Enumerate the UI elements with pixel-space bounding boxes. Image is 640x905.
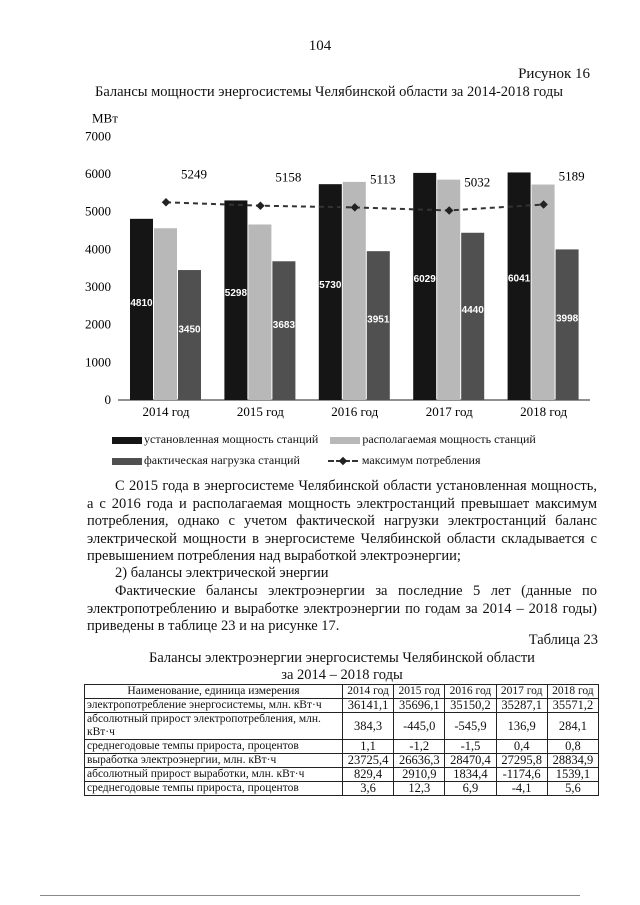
cell: 1,1 [343, 740, 394, 754]
bar-value-label: 4810 [130, 297, 153, 309]
row-name: абсолютный прирост выработки, млн. кВт·ч [85, 768, 343, 782]
cell: -1,5 [445, 740, 496, 754]
y-tick-label: 5000 [85, 203, 111, 219]
cell: 1834,4 [445, 768, 496, 782]
x-tick-label: 2016 год [331, 404, 379, 419]
max-consumption-label: 5189 [558, 168, 585, 184]
bar-1 [532, 185, 555, 400]
cell: 284,1 [547, 713, 598, 740]
cell: 3,6 [343, 782, 394, 796]
paragraph-capacity: С 2015 года в энергосистеме Челябинской области установленная мощность, а с 2016 года и располагаемая мощность электростанций превышает максимум потребления, однако с учетом фактической нагрузки электростанций баланс электрической мощности в энергосистеме Челябинской области складывается с превышением потребления над выработкой электроэнергии; [87, 478, 597, 564]
cell: 0,4 [496, 740, 547, 754]
cell: 136,9 [496, 713, 547, 740]
paragraph-energy: Фактические балансы электроэнергии за последние 5 лет (данные по электропотреблению и выработке электроэнергии по годам за 2014 – 2018 годы) приведены в таблице 23 и на рисунке 17. [87, 583, 597, 634]
cell: 35287,1 [496, 699, 547, 713]
col-header-2017: 2017 год [496, 685, 547, 699]
cell: 26636,3 [394, 754, 445, 768]
cell: 28834,9 [547, 754, 598, 768]
table-header-row [85, 685, 599, 699]
max-consumption-point [162, 198, 170, 206]
table-row [85, 782, 599, 796]
x-tick-label: 2017 год [425, 404, 473, 419]
legend-max-consumption: максимум потребления [328, 453, 481, 467]
cell: 6,9 [445, 782, 496, 796]
cell: 829,4 [343, 768, 394, 782]
max-consumption-label: 5032 [464, 174, 491, 190]
bar-0 [413, 173, 436, 400]
x-tick-label: 2015 год [236, 404, 284, 419]
bar-value-label: 5730 [319, 279, 342, 291]
bar-value-label: 6041 [507, 273, 531, 285]
y-tick-label: 6000 [85, 166, 111, 181]
cell: 28470,4 [445, 754, 496, 768]
bar-0 [319, 184, 342, 400]
legend-available: располагаемая мощность станций [330, 432, 536, 446]
col-header-name: Наименование, единица измерения [85, 685, 343, 699]
row-name: среднегодовые темпы прироста, процентов [85, 740, 343, 754]
cell: 384,3 [343, 713, 394, 740]
cell: 0,8 [547, 740, 598, 754]
cell: 35150,2 [445, 699, 496, 713]
max-consumption-label: 5158 [275, 169, 302, 185]
bar-value-label: 3998 [555, 313, 579, 325]
bar-0 [224, 200, 247, 400]
legend-actual-load: фактическая нагрузка станций [112, 453, 300, 467]
cell: 27295,8 [496, 754, 547, 768]
x-tick-label: 2014 год [142, 404, 190, 419]
cell: -445,0 [394, 713, 445, 740]
col-header-2018: 2018 год [547, 685, 598, 699]
x-tick-label: 2018 год [520, 404, 568, 419]
energy-balance-table [84, 684, 599, 796]
col-header-2016: 2016 год [445, 685, 496, 699]
row-name: электропотребление энергосистемы, млн. кВт·ч [85, 699, 343, 713]
table-row [85, 740, 599, 754]
cell: 36141,1 [343, 699, 394, 713]
cell: -1174,6 [496, 768, 547, 782]
max-consumption-point [256, 201, 264, 209]
row-name: среднегодовые темпы прироста, процентов [85, 782, 343, 796]
cell: 35571,2 [547, 699, 598, 713]
legend-installed: установленная мощность станций [112, 432, 318, 446]
y-axis-label: МВт [92, 110, 118, 126]
max-consumption-label: 5113 [370, 171, 396, 187]
col-header-2015: 2015 год [394, 685, 445, 699]
cell: 2910,9 [394, 768, 445, 782]
y-tick-label: 4000 [85, 241, 111, 257]
table-row [85, 699, 599, 713]
bar-value-label: 6029 [413, 273, 436, 285]
figure-title: Балансы мощности энергосистемы Челябинской области за 2014-2018 годы [95, 84, 563, 100]
bar-value-label: 3683 [272, 319, 296, 331]
cell: 23725,4 [343, 754, 394, 768]
legend-row-1 [112, 432, 536, 446]
legend-row-2 [112, 453, 481, 467]
bar-value-label: 5298 [224, 288, 248, 300]
bar-0 [130, 219, 153, 400]
y-tick-label: 2000 [85, 316, 111, 332]
y-tick-label: 1000 [85, 354, 111, 370]
bar-1 [343, 182, 366, 400]
bar-2 [556, 249, 579, 400]
bar-2 [461, 233, 484, 400]
table-row [85, 713, 599, 740]
y-tick-label: 0 [104, 392, 111, 407]
table-row [85, 754, 599, 768]
table-title: Балансы электроэнергии энергосистемы Челябинской области за 2014 – 2018 годы [149, 650, 535, 683]
bar-value-label: 4440 [461, 305, 484, 317]
table-label: Таблица 23 [528, 632, 598, 648]
row-name: абсолютный прирост электропотребления, млн. кВт·ч [85, 713, 343, 740]
bottom-rule [40, 895, 580, 896]
cell: -4,1 [496, 782, 547, 796]
figure-label: Рисунок 16 [518, 66, 590, 82]
cell: 1539,1 [547, 768, 598, 782]
cell: -1,2 [394, 740, 445, 754]
row-name: выработка электроэнергии, млн. кВт·ч [85, 754, 343, 768]
table-row [85, 768, 599, 782]
cell: 35696,1 [394, 699, 445, 713]
bar-1 [248, 224, 271, 400]
paragraph-heading: 2) балансы электрической энергии [115, 565, 329, 581]
cell: 12,3 [394, 782, 445, 796]
max-consumption-label: 5249 [181, 166, 207, 182]
cell: -545,9 [445, 713, 496, 740]
col-header-2014: 2014 год [343, 685, 394, 699]
cell: 5,6 [547, 782, 598, 796]
bar-value-label: 3450 [178, 324, 201, 336]
power-balance-chart [0, 100, 640, 430]
bar-1 [154, 228, 177, 400]
y-tick-label: 3000 [85, 279, 111, 294]
bar-value-label: 3951 [367, 314, 390, 326]
y-tick-label: 7000 [85, 128, 111, 144]
page-number: 104 [308, 38, 332, 54]
